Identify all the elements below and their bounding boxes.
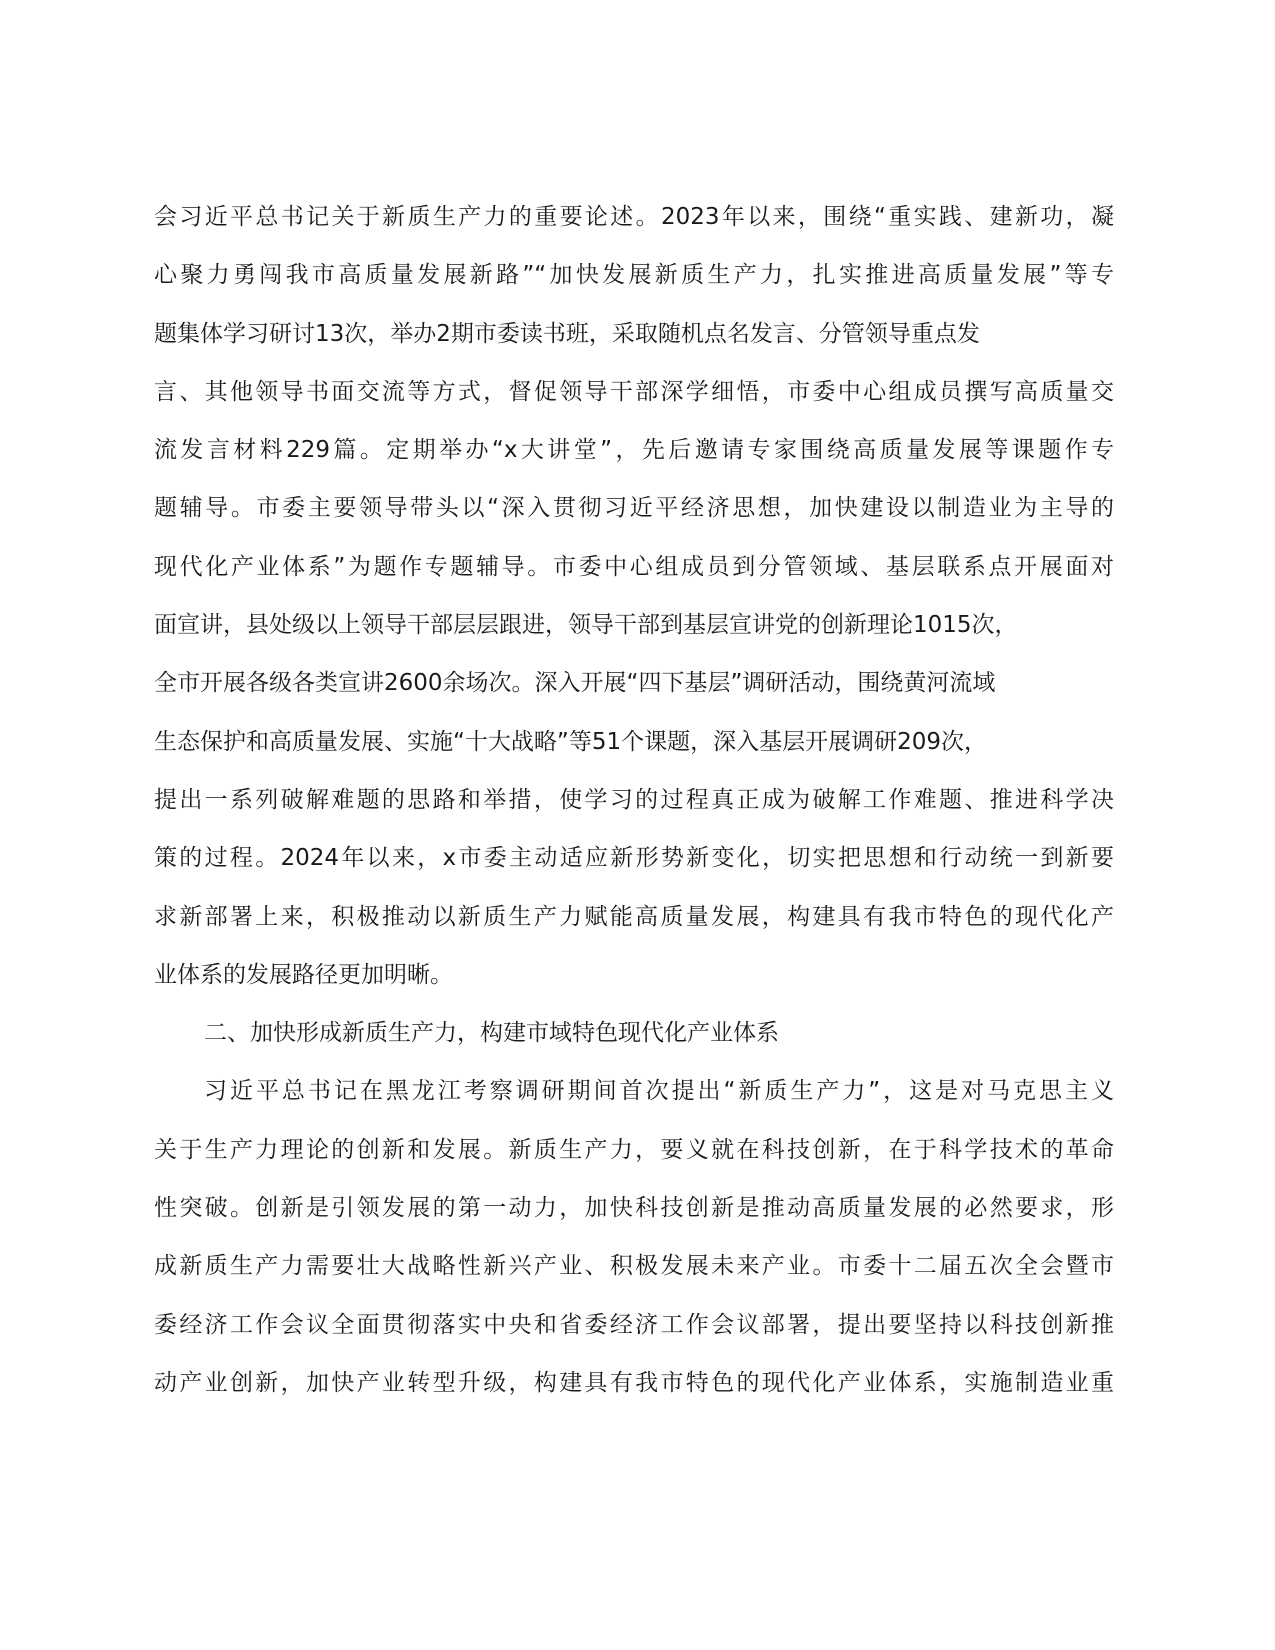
text-line: 题集体学习研讨13次，举办2期市委读书班，采取随机点名发言、分管领导重点发 [154, 320, 980, 347]
text-line: 全市开展各级各类宣讲2600余场次。深入开展“四下基层”调研活动，围绕黄河流域 [154, 670, 996, 697]
text-line: 业体系的发展路径更加明晰。 [154, 961, 453, 988]
text-line: 求新部署上来，积极推动以新质生产力赋能高质量发展，构建具有我市特色的现代化产 [154, 903, 1114, 930]
text-line: 性突破。创新是引领发展的第一动力，加快科技创新是推动高质量发展的必然要求，形 [154, 1195, 1114, 1222]
text-line: 策的过程。2024年以来，x市委主动适应新形势新变化，切实把思想和行动统一到新要 [154, 845, 1114, 872]
section-heading: 二、加快形成新质生产力，构建市域特色现代化产业体系 [204, 1020, 779, 1047]
text-line: 面宣讲，县处级以上领导干部层层跟进，领导干部到基层宣讲党的创新理论1015次， [154, 612, 1018, 639]
text-line: 现代化产业体系”为题作专题辅导。市委中心组成员到分管领域、基层联系点开展面对 [154, 553, 1114, 580]
text-line: 心聚力勇闯我市高质量发展新路”“加快发展新质生产力，扎实推进高质量发展”等专 [154, 262, 1114, 289]
text-line: 生态保护和高质量发展、实施“十大战略”等51个课题，深入基层开展调研209次， [154, 728, 987, 755]
document-body [154, 188, 1114, 1412]
text-line: 关于生产力理论的创新和发展。新质生产力，要义就在科技创新，在于科学技术的革命 [154, 1136, 1114, 1163]
paragraph-section-2 [154, 1062, 1114, 1412]
text-line: 流发言材料229篇。定期举办“x大讲堂”，先后邀请专家围绕高质量发展等课题作专 [154, 437, 1114, 464]
paragraph-continuation [154, 188, 1114, 1004]
text-line: 提出一系列破解难题的思路和举措，使学习的过程真正成为破解工作难题、推进科学决 [154, 786, 1114, 813]
text-line: 成新质生产力需要壮大战略性新兴产业、积极发展未来产业。市委十二届五次全会暨市 [154, 1253, 1114, 1280]
text-line: 习近平总书记在黑龙江考察调研期间首次提出“新质生产力”，这是对马克思主义 [204, 1078, 1114, 1105]
text-line: 题辅导。市委主要领导带头以“深入贯彻习近平经济思想，加快建设以制造业为主导的 [154, 495, 1114, 522]
text-line: 动产业创新，加快产业转型升级，构建具有我市特色的现代化产业体系，实施制造业重 [154, 1369, 1114, 1396]
text-line: 委经济工作会议全面贯彻落实中央和省委经济工作会议部署，提出要坚持以科技创新推 [154, 1311, 1114, 1338]
text-line: 会习近平总书记关于新质生产力的重要论述。2023年以来，围绕“重实践、建新功，凝 [154, 204, 1114, 230]
text-line: 言、其他领导书面交流等方式，督促领导干部深学细悟，市委中心组成员撰写高质量交 [154, 378, 1114, 405]
